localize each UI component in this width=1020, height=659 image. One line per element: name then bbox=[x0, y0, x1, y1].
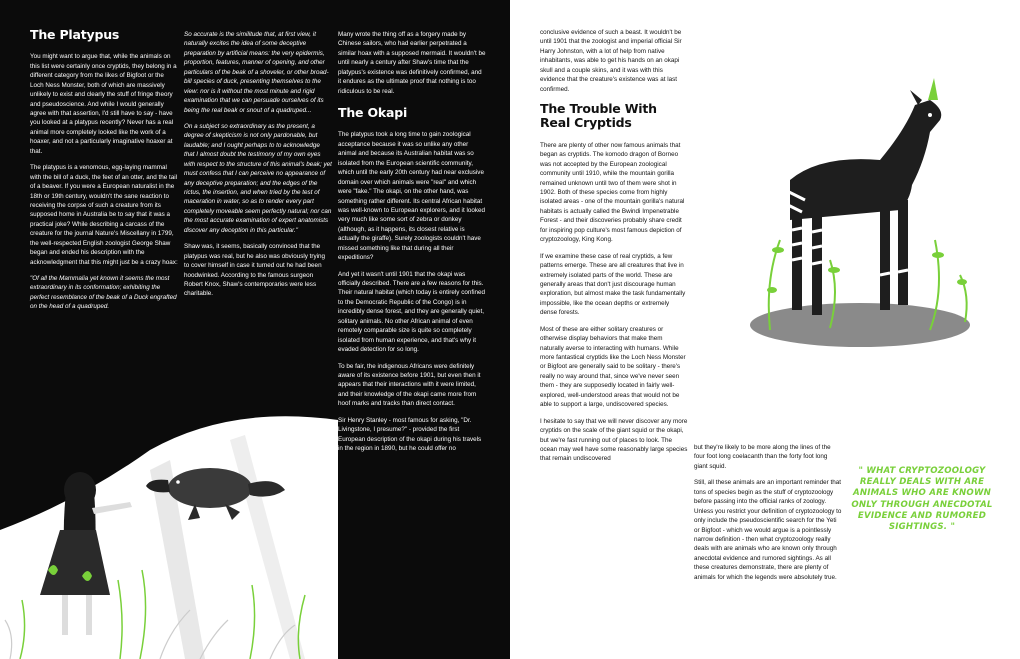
okapi-heading: The Okapi bbox=[338, 105, 408, 121]
shaw-quote-3: On a subject so extraordinary as the present, a degree of skepticism is not only pardonable, but laudable; and I ought perhaps to to acknowledge that I almost doubt the testimony of my own eyes with respect to the structure of this animal's beak; yet must confess that I can perceive no appearance of any deceptive preparation; and the edges of the rictus, the insertion, and when tried by the test of maceration in water, so as to render every part completely moveable seem perfectly natural; nor can the most accurate examination of expert anatomists discover any deception in this particular." bbox=[184, 122, 332, 234]
okapi-paragraph-3: To be fair, the indigenous Africans were definitely aware of its existence before 1901, but even then it appears that their interactions with it were limited, and their knowledge of the okapi came more from hoof marks and tracks than direct contact. bbox=[338, 362, 481, 408]
trouble-paragraph-1: There are plenty of other now famous animals that began as cryptids. The komodo dragon of Borneo was not accepted by the European zoological community until 1910, while the mountain gorilla remained unknown until two of them were shot in 1902. Both of these species come from highly isolated areas - one of the mountain gorilla's natural habitats is actually called the Bwindi Impenetrable Forest - and their discoveries probably share credit for inspiring pop culture's most famous depiction of cryptozoology, King Kong. bbox=[540, 141, 685, 244]
okapi-paragraph-2: And yet it wasn't until 1901 that the okapi was officially described. There are a few reasons for this. Their natural habitat (which today is entirely confined to the Democratic Republic of the Congo) is in incredibly dense forest, and they are generally quiet, solitary animals. No other African animal of even remotely comparable size is quite so completely isolated from human experience, and that's why it evaded detection for so long. bbox=[338, 270, 486, 354]
okapi-paragraph-4: Sir Henry Stanley - most famous for asking, "Dr. Livingstone, I presume?" - provided the first European description of the okapi during his travels in the region in 1890, but he could offer no bbox=[338, 416, 482, 452]
platypus-paragraph-4: Many wrote the thing off as a forgery made by Chinese sailors, who had earlier perpetrated a similar hoax with a supposed mermaid. It wouldn't be until nearly a century after Shaw's time that the platypus's existence was definitively confirmed, and it endures as the ultimate proof that nothing is too ridiculous to be real. bbox=[338, 31, 486, 95]
pull-quote: " WHAT CRYPTOZOOLOGY REALLY DEALS WITH ARE ANIMALS WHO ARE KNOWN ONLY THROUGH ANECDOTAL EVIDENCE AND RUMORED SIGHTINGS. " bbox=[851, 466, 993, 532]
trouble-paragraph-2: If we examine these case of real cryptids, a few patterns emerge. These are all creatures that live in extremely isolated parts of the world. These are generally areas that don't just discourage human exploration, but almost make the task fundamentally impossible, like the ocean depths or extremely dense forests. bbox=[540, 252, 686, 317]
platypus-paragraph-1: You might want to argue that, while the animals on this list were certainly once cryptids, they belong in a different category from the likes of Bigfoot or the Loch Ness Monster, both of which are massively unlikely to exist and clearly the stuff of fringe theory and pseudoscience. And while I would generally agree with that assertion, I'd still have to say - have you looked at a platypus recently? Never has a real animal more completely looked like the work of a hoaxer, and not a particularly imaginative hoaxer at that. bbox=[30, 53, 177, 155]
platypus-okapi-column bbox=[338, 30, 486, 460]
platypus-paragraph-3: Shaw was, it seems, basically convinced that the platypus was real, but he also was obviously trying to cover himself in case it turned out he had been hoodwinked. According to the famous surgeon Robert Knox, Shaw's contemporaries were less charitable. bbox=[184, 243, 326, 298]
okapi-paragraph-5: conclusive evidence of such a beast. It wouldn't be until 1901 that the zoologist and imperial official Sir Harry Johnston, with a lot of help from native inhabitants, was able to get his hands on an okapi skull and a couple skins, and it was with this evidence that the creature's existence was at last confirmed. bbox=[540, 29, 682, 93]
trouble-paragraph-6: Still, all these animals are an important reminder that tons of species begin as the stuff of cryptozoology before passing into the official ranks of zoology. Unless you restrict your definition of cryptozoology to only include the pseudoscientific search for the Yeti or Bigfoot - which we would argue is a pointlessly narrow definition - then what cryptozoology really deals with are animals who are known only through anecdotal evidence and rumored sightings. As all these creatures demonstrate, there are plenty of animals for which the legends were absolutely true. bbox=[694, 479, 842, 581]
trouble-column-2 bbox=[694, 443, 842, 589]
platypus-column-2 bbox=[184, 30, 332, 306]
platypus-girl-illustration bbox=[0, 380, 338, 659]
trouble-paragraph-4: I hesitate to say that we will never discover any more cryptids on the scale of the giant squid or the okapi, but we're fast running out of places to look. The ocean may well have some reasonably large species that remain undiscovered bbox=[540, 417, 688, 463]
platypus-column-1 bbox=[30, 28, 178, 319]
shaw-quote-1: "Of all the Mammalia yet known it seems the most extraordinary in its conformation; exhibiting the perfect resemblance of the beak of a Duck engrafted on the head of a quadruped. bbox=[30, 275, 177, 311]
trouble-heading: The Trouble With Real Cryptids bbox=[540, 101, 657, 131]
okapi-paragraph-1: The platypus took a long time to gain zoological acceptance because it was so unlike any other animal and because its Australian habitat was so isolated from the European scientific community, which until the early 20th century had near exclusive domain over which animals were "real" and which were "fake." The okapi, on the other hand, was something rather different. Its central African habitat was well-known to European explorers, and it looked very much like some sort of zebra or donkey (although, as it happens, its closest relative is actually the giraffe). Surely zoologists couldn't have missed something like that during all their expeditions? bbox=[338, 131, 486, 262]
platypus-paragraph-2: The platypus is a venomous, egg-laying mammal with the bill of a duck, the feet of an otter, and the tail of a beaver. If you were a European naturalist in the 18th or 19th century, wouldn't the sane reaction to receiving the corpse of such a creature from its supposed home in Australia be to say that it was a practical joke? While describing a carcass of the creature for the journal Nature's Miscellany in 1799, the well-respected English zoologist George Shaw began and ended his description with the acknowledgment that this might just be a crazy hoax: bbox=[30, 164, 178, 266]
trouble-paragraph-3: Most of these are either solitary creatures or otherwise display behaviors that make them naturally averse to interacting with humans. While more fantastical cryptids like the Loch Ness Monster or Bigfoot are generally said to be solitary - there's really no way around that, since we've never seen them - they are supposedly located in fairly well-explored, well-understood areas that would not be able to support a large, undiscovered species. bbox=[540, 325, 686, 409]
platypus-heading: The Platypus bbox=[30, 27, 120, 42]
okapi-illustration bbox=[730, 60, 1000, 360]
right-page bbox=[510, 0, 1020, 659]
okapi-trouble-column bbox=[540, 28, 688, 471]
trouble-paragraph-5: but they're likely to be more along the lines of the four foot long coelacanth than the forty foot long giant squid. bbox=[694, 444, 831, 470]
okapi-icon bbox=[782, 78, 941, 315]
shaw-quote-2: So accurate is the similitude that, at first view, it naturally excites the idea of some deceptive preparation by artificial means: the very epidermis, proportion, features, manner of opening, and other particulars of the beak of a shoveler, or other broad-bill species of duck, presenting themselves to the view: nor is it without the most minute and rigid examination that we can persuade ourselves of its being the real beak or snout of a quadruped... bbox=[184, 31, 329, 114]
